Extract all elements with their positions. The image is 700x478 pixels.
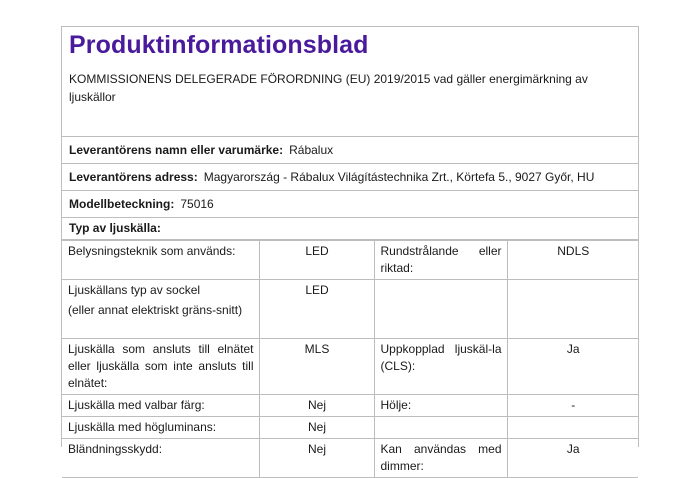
model-value: 75016: [180, 197, 214, 211]
type-heading-row: [62, 218, 638, 240]
address-value: Magyarország - Rábalux Világítástechnika Zrt., Körtefa 5., 9027 Győr, HU: [203, 170, 595, 184]
cell-value: -: [507, 395, 638, 417]
title-row: [62, 27, 638, 66]
table-row: [62, 339, 638, 395]
table-row: [62, 439, 638, 478]
regulation-row: [62, 66, 638, 137]
cell-label-line2: (eller annat elektriskt gräns-snitt): [68, 303, 243, 317]
cell-label: [62, 280, 259, 339]
cell-value: LED: [259, 280, 374, 339]
cell-value: MLS: [259, 339, 374, 395]
light-source-type-table: [62, 240, 638, 478]
cell-value: NDLS: [507, 241, 638, 280]
cell-label: Ljuskälla som ansluts till elnätet eller ljuskälla som inte ansluts till elnätet:: [62, 339, 259, 395]
cell-empty: [507, 417, 638, 439]
product-information-sheet: [61, 26, 639, 473]
cell-value: Ja: [507, 439, 638, 478]
model-label: Modellbeteckning:: [69, 197, 175, 211]
cell-label: Rundstrålande eller riktad:: [374, 241, 507, 280]
type-heading: Typ av ljuskälla:: [69, 221, 161, 235]
supplier-value: Rábalux: [289, 143, 334, 157]
model-row: [62, 191, 638, 218]
cell-empty: [374, 280, 507, 339]
cell-label: Ljuskälla med högluminans:: [62, 417, 259, 439]
table-row: [62, 417, 638, 439]
regulation-text: KOMMISSIONENS DELEGERADE FÖRORDNING (EU) 2019/2015 vad gäller energimärkning av ljuskällor: [69, 72, 588, 104]
cell-empty: [507, 280, 638, 339]
cell-label: Belysningsteknik som används:: [62, 241, 259, 280]
cell-value: Nej: [259, 417, 374, 439]
table-row: [62, 395, 638, 417]
cell-empty: [374, 417, 507, 439]
supplier-row: [62, 137, 638, 164]
table-row: [62, 280, 638, 339]
cell-value: Ja: [507, 339, 638, 395]
cell-label: Ljuskälla med valbar färg:: [62, 395, 259, 417]
document-title: Produktinformationsblad: [69, 31, 369, 59]
address-row: [62, 164, 638, 191]
cell-value: LED: [259, 241, 374, 280]
cell-label: Hölje:: [374, 395, 507, 417]
cell-label: Uppkopplad ljuskäl-la (CLS):: [374, 339, 507, 395]
table-row: [62, 241, 638, 280]
cell-label-line1: Ljuskällans typ av sockel: [68, 283, 201, 297]
supplier-label: Leverantörens namn eller varumärke:: [69, 143, 284, 157]
cell-label: Bländningsskydd:: [62, 439, 259, 478]
cell-label: Kan användas med dimmer:: [374, 439, 507, 478]
address-label: Leverantörens adress:: [69, 170, 198, 184]
cell-value: Nej: [259, 395, 374, 417]
cell-value: Nej: [259, 439, 374, 478]
